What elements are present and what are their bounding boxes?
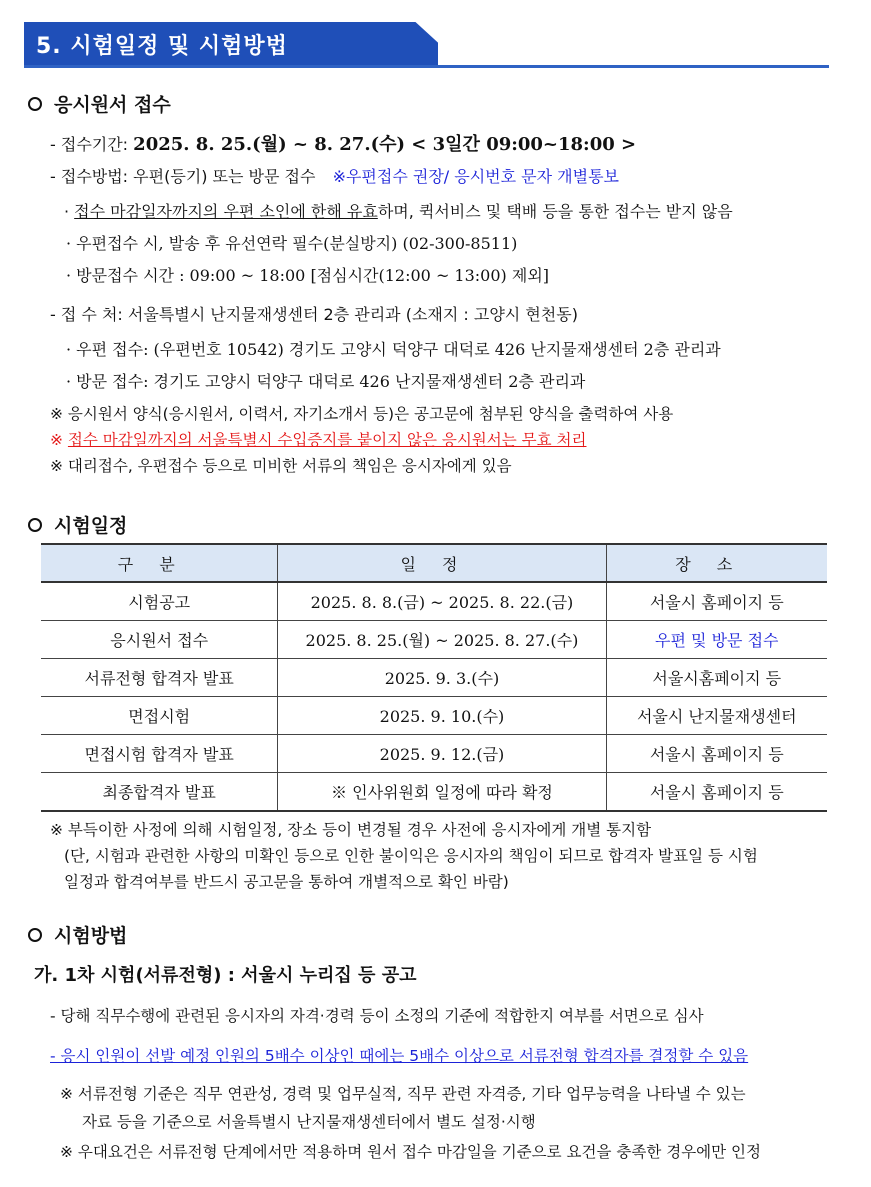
header-place: 장소 <box>606 544 827 582</box>
schedule-table <box>41 543 827 812</box>
banner-title: 5. 시험일정 및 시험방법 <box>36 34 288 59</box>
table-row: 서류전형 합격자 발표 2025. 9. 3.(수) 서울시홈페이지 등 <box>41 659 827 697</box>
table-row: 응시원서 접수 2025. 8. 25.(월) ~ 2025. 8. 27.(수) 우편 및 방문 접수 <box>41 621 827 659</box>
note-responsibility: ※ 대리접수, 우편접수 등으로 미비한 서류의 책임은 응시자에게 있음 <box>50 457 512 475</box>
table-row: 최종합격자 발표 ※ 인사위원회 일정에 따라 확정 서울시 홈페이지 등 <box>41 773 827 812</box>
header-category: 구분 <box>41 544 278 582</box>
application-place: - 접 수 처: 서울특별시 난지물재생센터 2층 관리과 (소재지 : 고양시 현천동) <box>50 305 578 324</box>
method-item-2: - 응시 인원이 선발 예정 인원의 5배수 이상인 때에는 5배수 이상으로 서류전형 합격자를 결정할 수 있음 <box>50 1047 749 1065</box>
application-method: - 접수방법: 우편(등기) 또는 방문 접수 ※우편접수 권장/ 응시번호 문자 개별통보 <box>50 167 619 186</box>
first-exam-heading: 가. 1차 시험(서류전형) : 서울시 누리집 등 공고 <box>34 965 417 986</box>
circle-bullet-icon <box>28 928 42 942</box>
note-invalid: ※ 접수 마감일까지의 서울특별시 수입증지를 붙이지 않은 응시원서는 무효 처리 <box>50 431 587 449</box>
schedule-note-2: (단, 시험과 관련한 사항의 미확인 등으로 인한 불이익은 응시자의 책임이 되므로 합격자 발표일 등 시험 <box>64 847 758 865</box>
section-heading-method: 시험방법 <box>28 921 127 948</box>
circle-bullet-icon <box>28 518 42 532</box>
schedule-note-3: 일정과 합격여부를 반드시 공고문을 통하여 개별적으로 확인 바람) <box>64 873 509 891</box>
table-header-row <box>41 544 827 582</box>
banner-rule <box>24 65 829 68</box>
place-bullet-2: · 방문 접수: 경기도 고양시 덕양구 대덕로 426 난지물재생센터 2층 관리과 <box>66 372 586 391</box>
method-note-3: ※ 우대요건은 서류전형 단계에서만 적용하며 원서 접수 마감일을 기준으로 요건을 충족한 경우에만 인정 <box>60 1143 761 1161</box>
table-row: 시험공고 2025. 8. 8.(금) ~ 2025. 8. 22.(금) 서울시 홈페이지 등 <box>41 582 827 621</box>
circle-bullet-icon <box>28 97 42 111</box>
section-heading-application: 응시원서 접수 <box>28 90 171 117</box>
method-note-1: ※ 서류전형 기준은 직무 연관성, 경력 및 업무실적, 직무 관련 자격증, 기타 업무능력을 나타낼 수 있는 <box>60 1085 746 1103</box>
place-bullet-1: · 우편 접수: (우편번호 10542) 경기도 고양시 덕양구 대덕로 426 난지물재생센터 2층 관리과 <box>66 340 721 359</box>
table-row: 면접시험 합격자 발표 2025. 9. 12.(금) 서울시 홈페이지 등 <box>41 735 827 773</box>
note-form: ※ 응시원서 양식(응시원서, 이력서, 자기소개서 등)은 공고문에 첨부된 양식을 출력하여 사용 <box>50 405 674 423</box>
method-bullet-2: · 우편접수 시, 발송 후 유선연락 필수(분실방지) (02-300-8511) <box>66 234 518 253</box>
method-item-1: - 당해 직무수행에 관련된 응시자의 자격·경력 등이 소정의 기준에 적합한지 여부를 서면으로 심사 <box>50 1007 704 1025</box>
method-bullet-3: · 방문접수 시간 : 09:00 ~ 18:00 [점심시간(12:00 ~ 13:00) 제외] <box>66 266 550 285</box>
application-period: - 접수기간: 2025. 8. 25.(월) ~ 8. 27.(수) < 3일간 09:00~18:00 > <box>50 134 637 155</box>
method-bullet-1: · 접수 마감일자까지의 우편 소인에 한해 유효하며, 퀵서비스 및 택배 등을 통한 접수는 받지 않음 <box>64 202 733 221</box>
section-heading-schedule: 시험일정 <box>28 511 127 538</box>
schedule-note-1: ※ 부득이한 사정에 의해 시험일정, 장소 등이 변경될 경우 사전에 응시자에게 개별 통지함 <box>50 821 652 839</box>
table-row: 면접시험 2025. 9. 10.(수) 서울시 난지물재생센터 <box>41 697 827 735</box>
method-note-2: 자료 등을 기준으로 서울특별시 난지물재생센터에서 별도 설정·시행 <box>82 1113 536 1131</box>
header-schedule: 일정 <box>278 544 606 582</box>
